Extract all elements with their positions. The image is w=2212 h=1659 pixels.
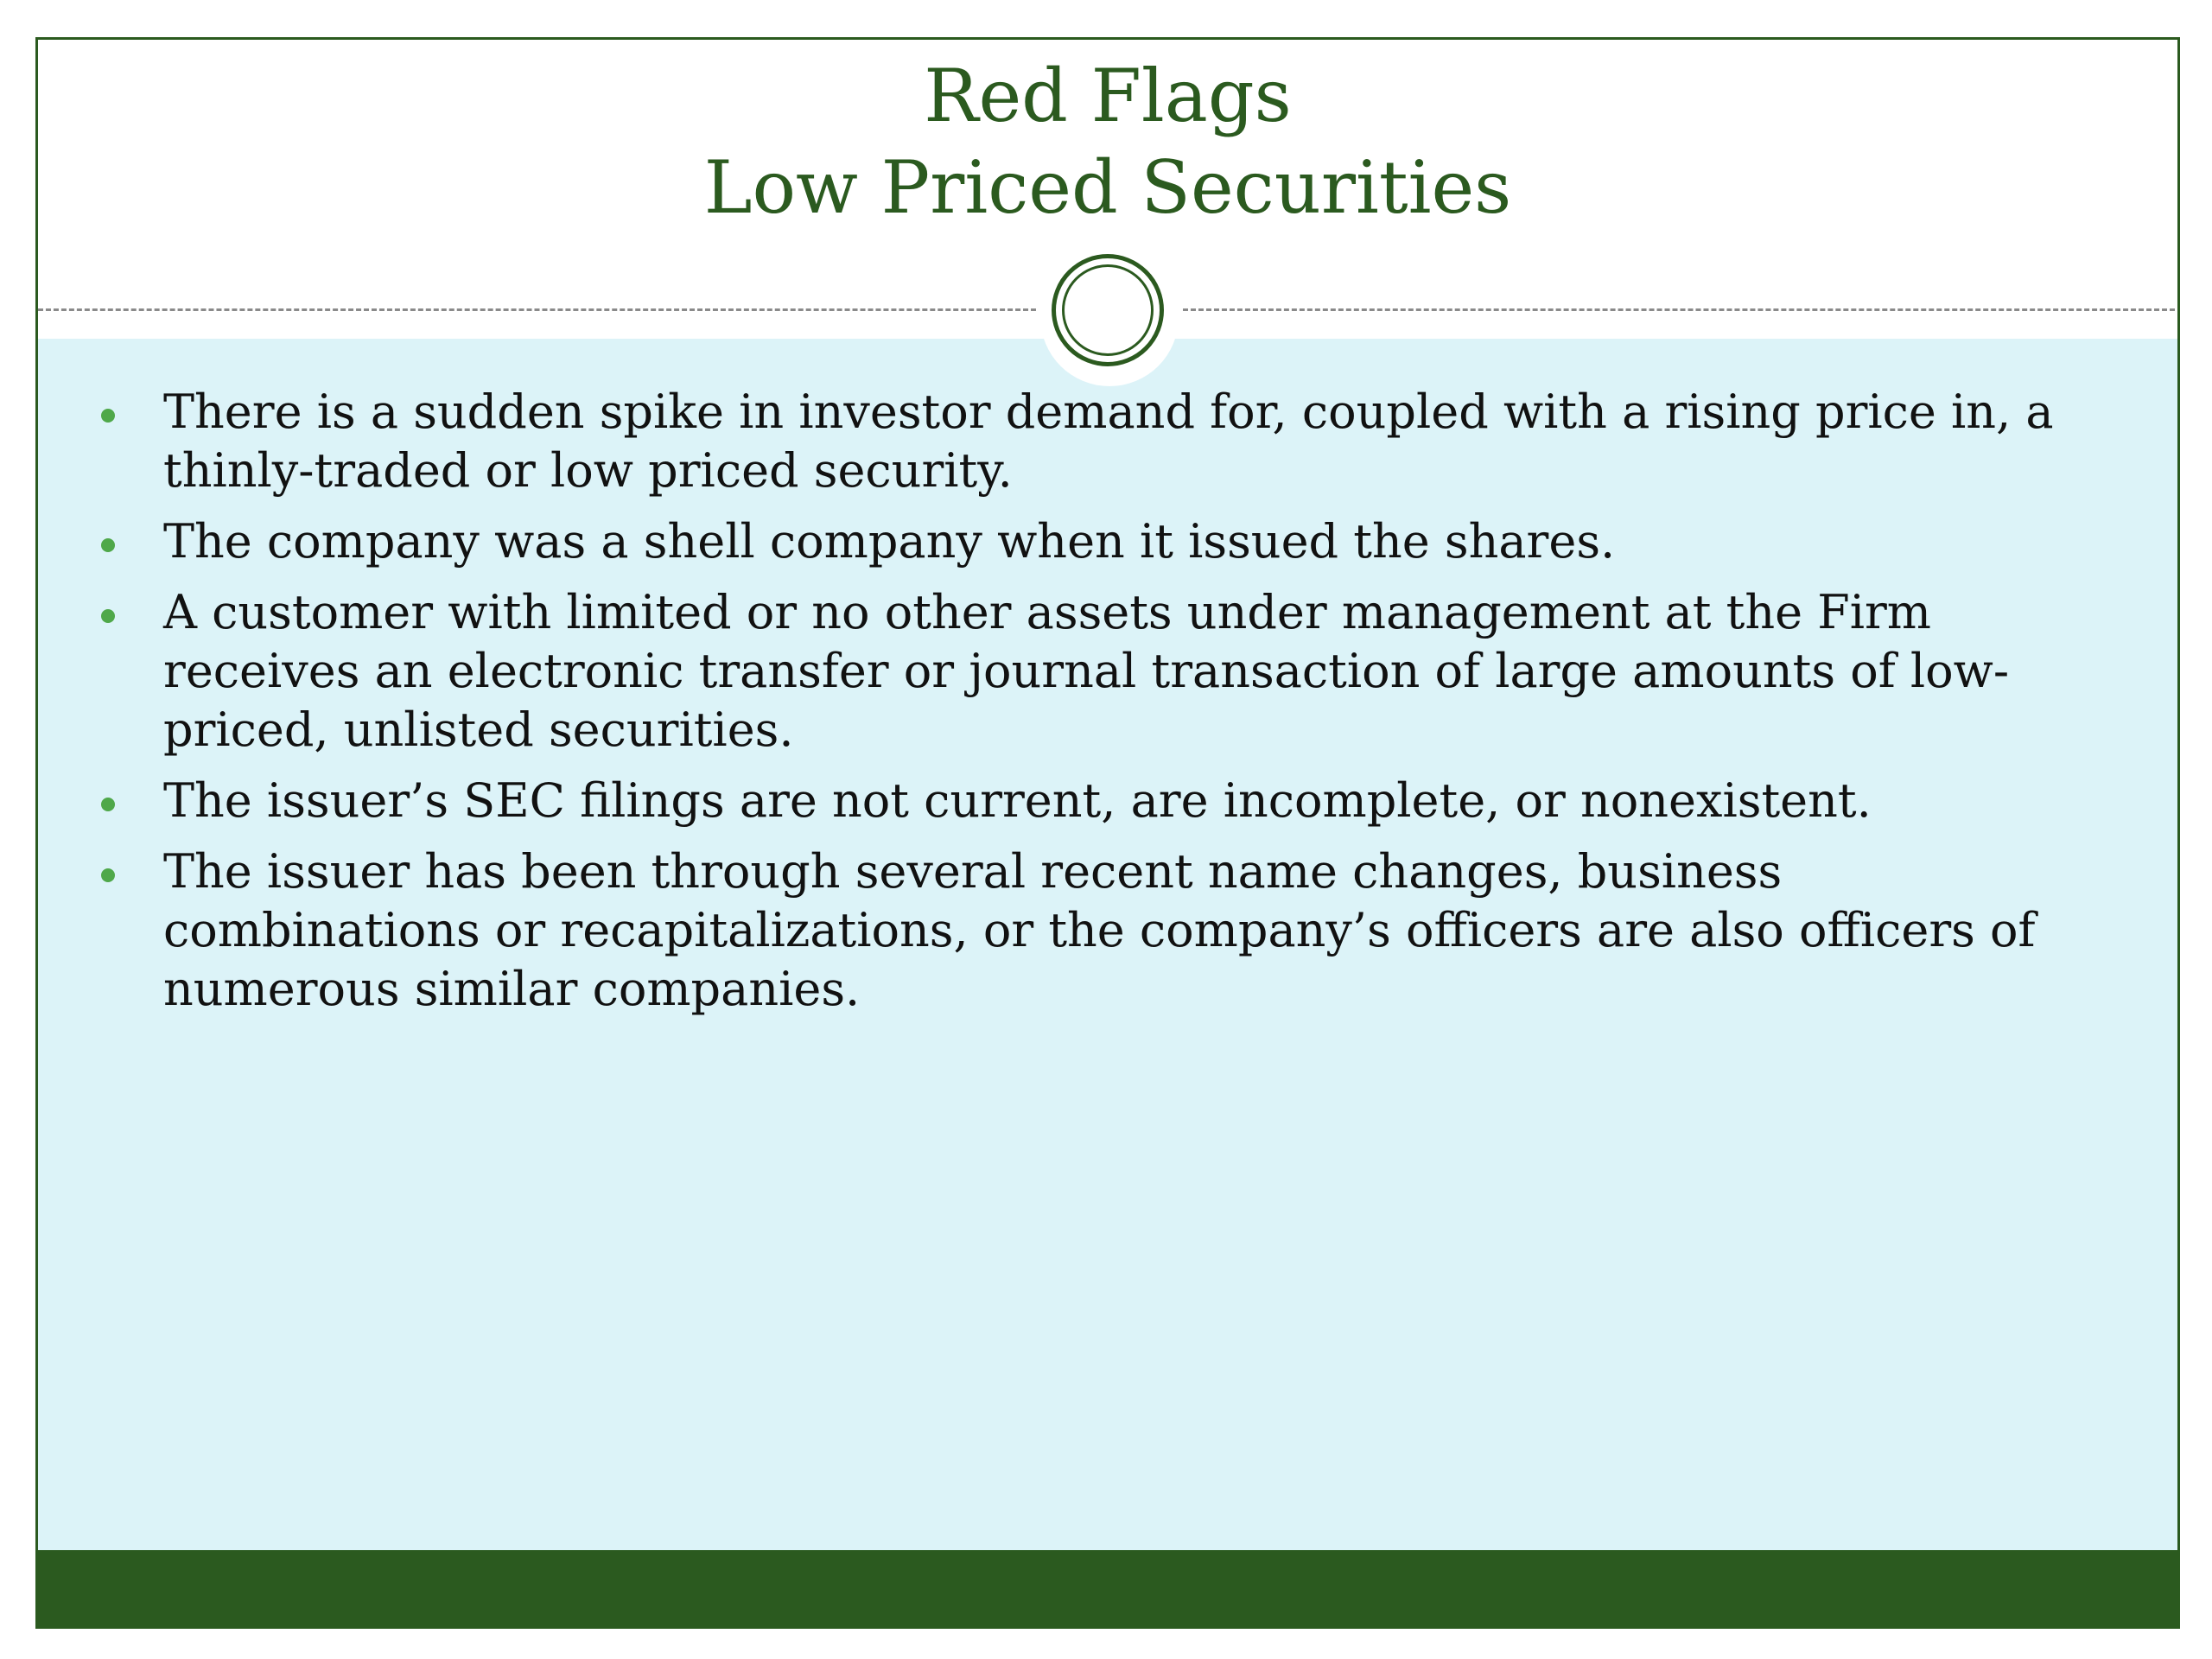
bullet-item xyxy=(38,772,2177,830)
title-divider-right xyxy=(1183,308,2180,311)
bullet-item xyxy=(38,512,2177,571)
slide-subtitle: Low Priced Securities xyxy=(703,145,1512,230)
title-divider-left xyxy=(38,308,1036,311)
bullet-list xyxy=(38,383,2177,1031)
bullet-text: The issuer has been through several recent name changes, business combinations or recapitalizations, or the company’s officers are also officers of numerous similar companies. xyxy=(163,844,2036,1016)
bullet-dot-icon xyxy=(101,609,115,623)
bullet-dot-icon xyxy=(101,409,115,423)
slide-title: Red Flags xyxy=(924,54,1292,138)
footer-bar xyxy=(38,1550,2177,1626)
bullet-dot-icon xyxy=(101,868,115,882)
bullet-text: The company was a shell company when it issued the shares. xyxy=(163,514,1616,569)
slide xyxy=(35,37,2180,1629)
circle-ornament-icon xyxy=(1052,254,1164,366)
bullet-item xyxy=(38,842,2177,1019)
bullet-dot-icon xyxy=(101,538,115,552)
bullet-text: The issuer’s SEC filings are not current, are incomplete, or nonexistent. xyxy=(163,773,1872,828)
bullet-dot-icon xyxy=(101,798,115,811)
bullet-text: A customer with limited or no other assets under management at the Firm receives an electronic transfer or journal transaction of large amounts of low-priced, unlisted securities. xyxy=(163,585,2010,757)
bullet-item xyxy=(38,583,2177,760)
bullet-item xyxy=(38,383,2177,500)
bullet-text: There is a sudden spike in investor demand for, coupled with a rising price in, a thinly-traded or low priced security. xyxy=(163,385,2054,498)
